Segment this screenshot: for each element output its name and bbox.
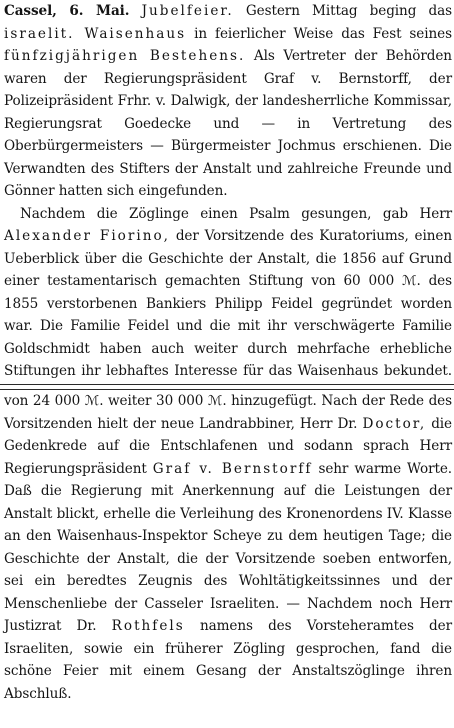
paragraph-1-rest: Als Vertreter der Behörden waren der Regierungspräsident Graf v. Bernstorff, der Polizeipräsident Frhr. v. Dalwigk, der landesherrliche Kommissar, Regierungsrat Goedecke und — in Vertretung des Oberbürgermeisters — Bürgermeister Jochmus erschienen. Die Verwandten des Stifters der Anstalt und zahlreiche Freunde und Gönner hatten sich eingefunden. — [4, 48, 452, 199]
paragraph-2 — [4, 203, 452, 385]
orphanage-name: israelit. Waisenhaus — [4, 25, 187, 42]
dateline-place: Cassel — [4, 3, 53, 19]
paragraph-1: Cassel, 6. Mai. Jubelfeier. Gestern Mittag beging das israelit. Waisenhaus in feierlicher Weise das Fest seines fünfzigjährigen Bestehens. Als Vertreter der Behörden waren der Regierungspräsident Graf v. Bernstorff, der Polizeipräsident Frhr. v. Dalwigk, der landesherrliche Kommissar, Regierungsrat Goedecke und — in Vertretung des Oberbürgermeisters — Bürgermeister Jochmus erschienen. Die Verwandten des Stifters der Anstalt und zahlreiche Freunde und Gönner hatten sich eingefunden. — [4, 3, 452, 199]
article-column-continued — [0, 390, 454, 705]
jubilee-text: fünfzigjährigen Bestehens. — [4, 48, 246, 64]
intro-rest: in feierlicher Weise das Fest seines — [194, 25, 452, 42]
intro-text: Gestern Mittag beging das — [245, 3, 452, 19]
speaker-bernstorff: Graf v. Bernstorff — [152, 460, 313, 477]
dateline-date: 6. Mai. — [69, 3, 130, 19]
paragraph-2-f: namens des Vorsteheramtes der Israeliten, sowie ein früherer Zögling gesprochen, fand die schöne Feier mit einem Gesang der Anstaltszöglinge ihren Abschluß. — [4, 618, 452, 702]
speaker-doctor: Doctor, — [362, 415, 427, 432]
paragraph-2-b: der Vorsitzende des Kuratoriums, einen Ueberblick über die Geschichte der Anstalt, die 1856 auf Grund einer testamentarisch gemachten Stiftung von 60 000 ℳ. des 1855 verstorbenen Bankiers Philipp Feidel gegründet worden war. Die Familie Feidel und die mit ihr verschwägerte Familie Goldschmidt haben auch weiter durch mehrfache erhebliche Stiftungen ihr lebhaftes Interesse für das Waisenhaus bekundet. — [4, 228, 453, 379]
paragraph-2-e: sehr warme Worte. Daß die Regierung mit Anerkennung auf die Leistungen der Anstalt blickt, erhelle die Verleihung des Kronenordens IV. Klasse an den Waisenhaus-Inspektor Scheye zu dem heutigen Tage; die Geschichte der Anstalt, die der Vorsitzende soeben entworfen, sei ein beredtes Zeugnis des Wohltätigkeitssinnes und der Menschenliebe der Casseler Israeliten. — Nachdem noch Herr Justizrat Dr. — [4, 460, 452, 634]
speaker-fiorino: Alexander Fiorino, — [4, 228, 170, 244]
paragraph-2-a: Nachdem die Zöglinge einen Psalm gesungen, gab Herr — [20, 205, 452, 222]
paragraph-2-continued — [4, 390, 452, 705]
paragraph-2-d: die Gedenkrede auf die Entschlafenen und sodann sprach Herr Regierungspräsident — [4, 415, 452, 477]
clipping-part-2 — [0, 390, 454, 728]
speaker-rothfels: Rothfels — [111, 618, 185, 634]
paragraph-2-c: von 24 000 ℳ. weiter 30 000 ℳ. hinzugefügt. Nach der Rede des Vorsitzenden hielt der neue Landrabbiner, Herr Dr. — [4, 393, 452, 432]
headline: Jubelfeier. — [141, 3, 234, 19]
